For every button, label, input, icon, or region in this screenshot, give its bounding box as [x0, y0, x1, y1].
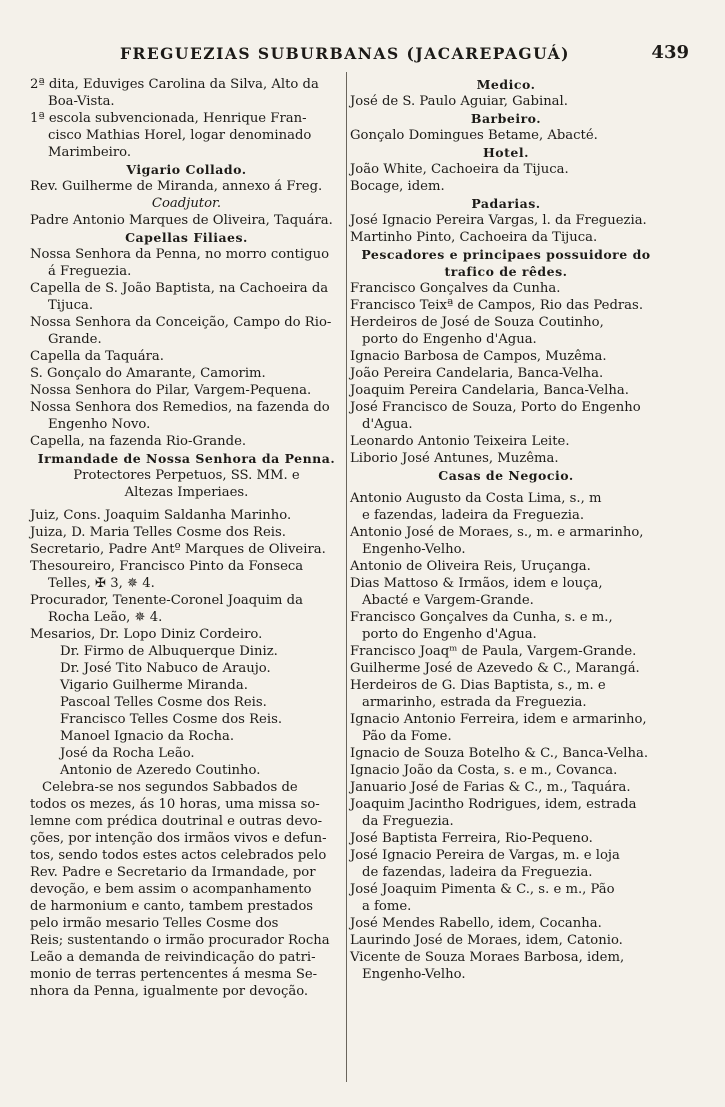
section-heading: Barbeiro.	[470, 111, 542, 126]
text-line: Liborio José Antunes, Muzêma.	[350, 451, 559, 466]
text-line: monio de terras pertencentes á mesma Se-	[30, 967, 318, 982]
text-line: José Ignacio Pereira de Vargas, m. e loja	[350, 848, 620, 863]
text-line: Procurador, Tenente-Coronel Joaquim da	[30, 593, 303, 608]
text-line: José Mendes Rabello, idem, Cocanha.	[350, 916, 602, 931]
text-line: ções, por intenção dos irmãos vivos e defun-	[30, 831, 327, 846]
text-line: Francisco Telles Cosme dos Reis.	[60, 712, 283, 727]
text-line: todos os mezes, ás 10 horas, uma missa so-	[30, 797, 320, 812]
text-line: tos, sendo todos estes actos celebrados pelo	[30, 848, 327, 863]
text-line: cisco Mathias Horel, logar denominado	[48, 128, 312, 143]
subsection-heading: Coadjutor.	[151, 196, 222, 211]
text-line: Boa-Vista.	[48, 94, 115, 109]
text-line: lemne com prédica doutrinal e outras devo-	[30, 814, 323, 829]
section-heading: Casas de Negocio.	[438, 468, 574, 483]
text-line: José Baptista Ferreira, Rio-Pequeno.	[350, 831, 593, 846]
text-line: Dias Mattoso & Irmãos, idem e louça,	[350, 576, 603, 591]
text-line: Rocha Leão, ✵ 4.	[48, 610, 163, 625]
text-line: Ignacio de Souza Botelho & C., Banca-Velha.	[350, 746, 649, 761]
text-line: nhora da Penna, igualmente por devoção.	[30, 984, 309, 999]
text-line: Gonçalo Domingues Betame, Abacté.	[350, 128, 598, 143]
text-line: da Freguezia.	[362, 814, 454, 829]
text-line: 1ª escola subvencionada, Henrique Fran-	[30, 111, 307, 126]
text-line: Engenho Novo.	[48, 417, 151, 432]
text-line: porto do Engenho d'Agua.	[362, 332, 537, 347]
text-line: José Francisco de Souza, Porto do Engenho	[350, 400, 641, 415]
text-line: Herdeiros de José de Souza Coutinho,	[350, 315, 604, 330]
text-line: Telles, ✠ 3, ✵ 4.	[48, 576, 155, 591]
text-line: Protectores Perpetuos, SS. MM. e	[73, 468, 300, 483]
text-line: Leonardo Antonio Teixeira Leite.	[350, 434, 570, 449]
text-line: Capella da Taquára.	[30, 349, 164, 364]
text-line: Nossa Senhora do Pilar, Vargem-Pequena.	[30, 383, 312, 398]
text-line: Abacté e Vargem-Grande.	[362, 593, 534, 608]
text-line: Bocage, idem.	[350, 179, 445, 194]
section-heading: trafico de rêdes.	[444, 264, 568, 279]
text-line: Engenho-Velho.	[362, 967, 466, 982]
text-line: 2ª dita, Eduviges Carolina da Silva, Alto da	[30, 77, 319, 92]
text-line: Antonio José de Moraes, s., m. e armarinho,	[350, 525, 644, 540]
text-line: José Ignacio Pereira Vargas, l. da Freguezia.	[350, 213, 647, 228]
text-line: armarinho, estrada da Freguezia.	[362, 695, 587, 710]
text-line: e fazendas, ladeira da Freguezia.	[362, 508, 585, 523]
text-line: Vicente de Souza Moraes Barbosa, idem,	[350, 950, 625, 965]
text-line: Capella, na fazenda Rio-Grande.	[30, 434, 247, 449]
text-line: Nossa Senhora dos Remedios, na fazenda do	[30, 400, 330, 415]
text-line: Antonio de Oliveira Reis, Uruçanga.	[350, 559, 591, 574]
text-line: Francisco Joaqᵐ de Paula, Vargem-Grande.	[350, 644, 637, 659]
text-line: Antonio de Azeredo Coutinho.	[60, 763, 261, 778]
text-line: Tijuca.	[48, 298, 94, 313]
section-heading: Medico.	[476, 77, 536, 92]
text-line: Dr. José Tito Nabuco de Araujo.	[60, 661, 271, 676]
text-line: S. Gonçalo do Amarante, Camorim.	[30, 366, 266, 381]
text-line: Thesoureiro, Francisco Pinto da Fonseca	[30, 559, 304, 574]
text-line: Pão da Fome.	[362, 729, 452, 744]
text-line: Marimbeiro.	[48, 145, 132, 160]
text-line: pelo irmão mesario Telles Cosme dos	[30, 916, 279, 931]
text-line: Laurindo José de Moraes, idem, Catonio.	[350, 933, 623, 948]
section-heading: Padarias.	[471, 196, 541, 211]
text-line: Secretario, Padre Antº Marques de Oliveira.	[30, 542, 326, 557]
column-divider	[346, 72, 347, 1082]
text-line: Juiza, D. Maria Telles Cosme dos Reis.	[30, 525, 286, 540]
text-line: João Pereira Candelaria, Banca-Velha.	[350, 366, 604, 381]
text-line: Januario José de Farias & C., m., Taquára.	[350, 780, 631, 795]
section-heading: Pescadores e principaes possuidore do	[361, 247, 651, 262]
text-line: Dr. Firmo de Albuquerque Diniz.	[60, 644, 278, 659]
section-heading: Vigario Collado.	[126, 162, 247, 177]
text-line: Reis; sustentando o irmão procurador Rocha	[30, 933, 330, 948]
text-line: Juiz, Cons. Joaquim Saldanha Marinho.	[30, 508, 292, 523]
text-line: Ignacio Barbosa de Campos, Muzêma.	[350, 349, 607, 364]
text-line: Padre Antonio Marques de Oliveira, Taquára.	[30, 213, 333, 228]
text-line: Manoel Ignacio da Rocha.	[60, 729, 235, 744]
section-heading: Irmandade de Nossa Senhora da Penna.	[37, 451, 336, 466]
text-line: Nossa Senhora da Conceição, Campo do Rio-	[30, 315, 332, 330]
text-line: Altezas Imperiaes.	[124, 485, 249, 500]
text-line: João White, Cachoeira da Tijuca.	[350, 162, 569, 177]
text-line: Francisco Gonçalves da Cunha, s. e m.,	[350, 610, 613, 625]
text-line: Guilherme José de Azevedo & C., Marangá.	[350, 661, 640, 676]
text-line: Grande.	[48, 332, 102, 347]
text-line: Ignacio João da Costa, s. e m., Covanca.	[350, 763, 618, 778]
text-line: de harmonium e canto, tambem prestados	[30, 899, 314, 914]
text-line: Francisco Gonçalves da Cunha.	[350, 281, 561, 296]
text-line: Vigario Guilherme Miranda.	[60, 678, 248, 693]
right-column	[350, 76, 662, 983]
text-line: José da Rocha Leão.	[60, 746, 195, 761]
text-line: Capella de S. João Baptista, na Cachoeira da	[30, 281, 329, 296]
text-line: Nossa Senhora da Penna, no morro contiguo	[30, 247, 330, 262]
text-line: Herdeiros de G. Dias Baptista, s., m. e	[350, 678, 606, 693]
text-line: Ignacio Antonio Ferreira, idem e armarinho,	[350, 712, 647, 727]
text-line: Leão a demanda de reivindicação do patri-	[30, 950, 316, 965]
text-line: Antonio Augusto da Costa Lima, s., m	[350, 491, 602, 506]
text-line: porto do Engenho d'Agua.	[362, 627, 537, 642]
text-line: a fome.	[362, 899, 412, 914]
text-line: José Joaquim Pimenta & C., s. e m., Pão	[350, 882, 615, 897]
text-line: Mesarios, Dr. Lopo Diniz Cordeiro.	[30, 627, 263, 642]
text-line: Engenho-Velho.	[362, 542, 466, 557]
text-line: Joaquim Jacintho Rodrigues, idem, estrada	[350, 797, 637, 812]
text-line: devoção, e bem assim o acompanhamento	[30, 882, 312, 897]
text-line: de fazendas, ladeira da Freguezia.	[362, 865, 593, 880]
text-line: Francisco Teixª de Campos, Rio das Pedras.	[350, 298, 644, 313]
text-line: Rev. Padre e Secretario da Irmandade, por	[30, 865, 316, 880]
text-line: Celebra-se nos segundos Sabbados de	[42, 780, 298, 795]
text-line: d'Agua.	[362, 417, 413, 432]
section-heading: Capellas Filiaes.	[125, 230, 248, 245]
left-column	[30, 76, 343, 1000]
text-line: Joaquim Pereira Candelaria, Banca-Velha.	[350, 383, 629, 398]
text-line: Rev. Guilherme de Miranda, annexo á Freg.	[30, 179, 323, 194]
section-heading: Hotel.	[483, 145, 529, 160]
text-line: á Freguezia.	[48, 264, 132, 279]
text-line: Martinho Pinto, Cachoeira da Tijuca.	[350, 230, 598, 245]
text-line: José de S. Paulo Aguiar, Gabinal.	[350, 94, 568, 109]
text-line: Pascoal Telles Cosme dos Reis.	[60, 695, 267, 710]
page-number: 439	[651, 42, 689, 63]
page-header-title: FREGUEZIAS SUBURBANAS (JACAREPAGUÁ)	[119, 44, 570, 63]
